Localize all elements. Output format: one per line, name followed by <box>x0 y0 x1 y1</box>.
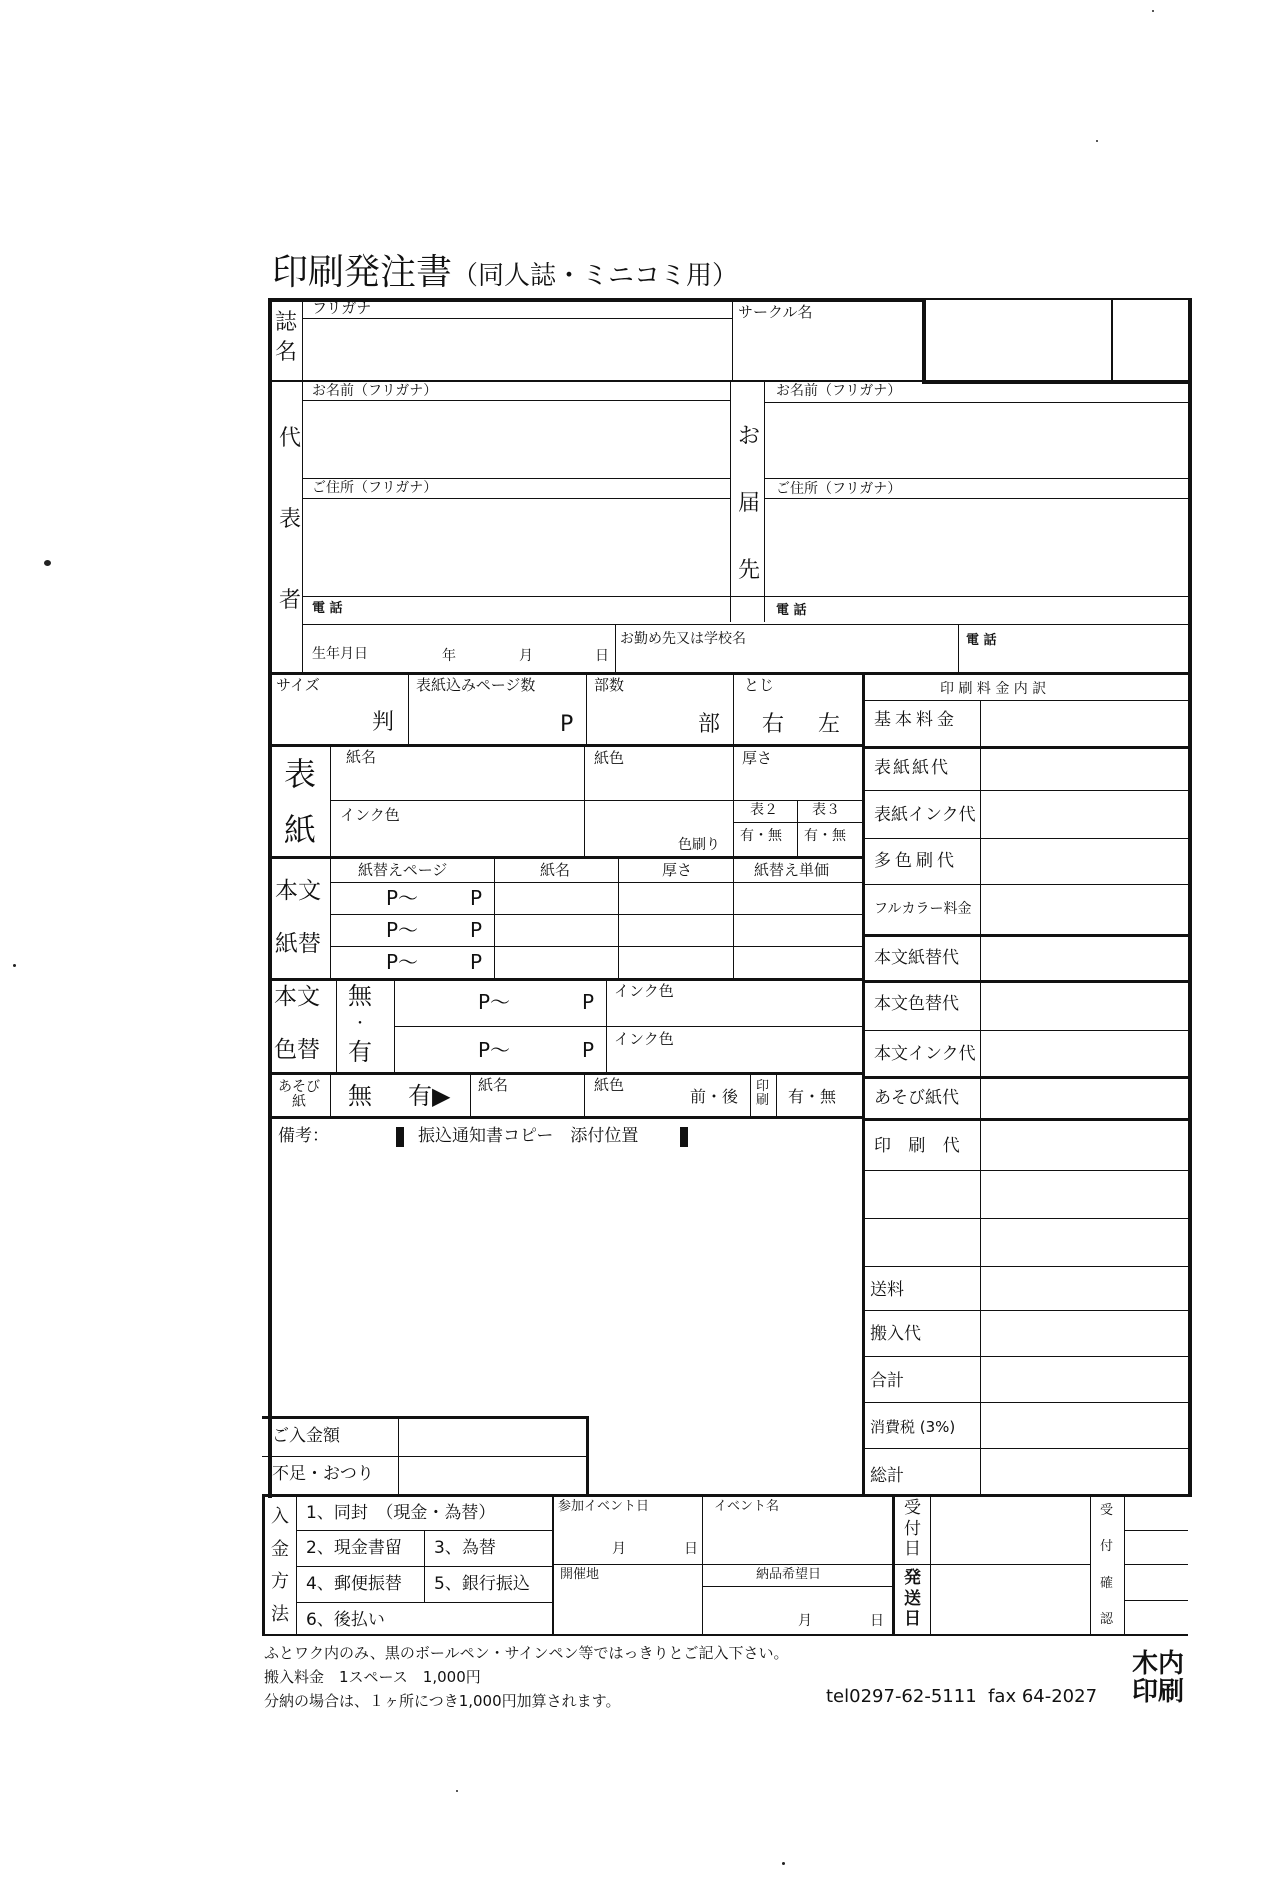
charge-cover-paper: 表紙紙代 <box>874 758 950 778</box>
bc-row1-ink: インク色 <box>614 982 674 1000</box>
cover-label: 表 紙 <box>284 755 317 849</box>
notes-area[interactable] <box>274 1152 858 1412</box>
bc-row2-ink: インク色 <box>614 1030 674 1048</box>
pages-unit: P <box>560 712 574 737</box>
otodoke-tel-label: 電 話 <box>776 603 807 618</box>
charge-body-ink: 本文インク代 <box>874 1044 976 1064</box>
pages-label: 表紙込みページ数 <box>416 676 536 694</box>
pay-opt-6[interactable]: 6、後払い <box>306 1610 385 1630</box>
charge-tax: 消費税 (3%) <box>870 1418 956 1436</box>
cover-hyo2: 表２ <box>750 802 778 818</box>
speck <box>1152 10 1154 12</box>
footer-contact: tel0297-62-5111 fax 64-2027 <box>826 1686 1098 1707</box>
daihyo-name-field[interactable] <box>305 402 727 476</box>
binding-label: とじ <box>744 676 775 694</box>
circle-name-field[interactable] <box>736 320 918 378</box>
zasshi-label: 誌 名 <box>275 310 298 365</box>
daihyo-address-label: ご住所（フリガナ） <box>312 480 438 496</box>
asobi-ari[interactable]: 有▶ <box>408 1082 451 1110</box>
birth-month: 月 <box>519 648 533 664</box>
daihyo-label: 代 表 者 <box>279 426 302 613</box>
notes-transfer: 振込通知書コピー 添付位置 <box>418 1126 639 1146</box>
charge-print: 印 刷 代 <box>874 1136 966 1156</box>
notes-label: 備考： <box>278 1126 329 1146</box>
binding-right[interactable]: 右 <box>762 712 785 737</box>
row3-p-from: P～ <box>386 950 419 974</box>
speck <box>782 1862 785 1865</box>
speck <box>13 964 16 967</box>
birth-label: 生年月日 <box>312 646 368 662</box>
pay-opt-3[interactable]: 3、為替 <box>434 1538 496 1558</box>
shortage-field[interactable] <box>402 1458 584 1494</box>
cover-hyo2-choice[interactable]: 有・無 <box>740 828 782 844</box>
page-title <box>272 252 739 293</box>
charge-fullcolor: フルカラー料金 <box>874 901 972 917</box>
cover-paper-name: 紙名 <box>346 748 377 766</box>
pay-opt-4[interactable]: 4、郵便振替 <box>306 1574 402 1594</box>
footer-bunno: 分納の場合は、１ヶ所につき1,000円加算されます。 <box>264 1692 621 1710</box>
hassou-date-label: 発 送 日 <box>904 1568 921 1629</box>
speck <box>456 1790 458 1792</box>
work-label: お勤め先又は学校名 <box>620 631 746 647</box>
row1-p-to: P <box>470 886 483 910</box>
otodoke-name-field[interactable] <box>767 404 1185 476</box>
body-paper-label: 本文 紙替 <box>275 878 321 957</box>
daihyo-name-label: お名前（フリガナ） <box>312 383 438 399</box>
title-sub: （同人誌・ミニコミ用） <box>452 261 739 291</box>
charge-asobi: あそび紙代 <box>874 1088 959 1108</box>
charge-multicolor: 多色刷代 <box>874 851 958 871</box>
furigana-field[interactable] <box>305 320 730 378</box>
asobi-insatsu: 印刷 <box>756 1079 770 1108</box>
event-day-label: 参加イベント日 <box>558 1499 650 1514</box>
furigana-label: フリガナ <box>312 299 372 317</box>
asobi-ari-nashi[interactable]: 有・無 <box>788 1087 837 1106</box>
charge-total: 総計 <box>870 1466 904 1486</box>
footer-instruction: ふとワク内のみ、黒のボールペン・サインペン等ではっきりとご記入下さい。 <box>264 1644 789 1662</box>
cover-hyo3-choice[interactable]: 有・無 <box>804 828 846 844</box>
birth-year: 年 <box>442 648 456 664</box>
delivery-month: 月 <box>798 1613 812 1629</box>
bc-row2-p-to: P <box>582 1038 595 1062</box>
otodoke-name-label: お名前（フリガナ） <box>776 383 902 399</box>
charges-header: 印 刷 料 金 内 訳 <box>940 681 1047 697</box>
copies-unit: 部 <box>698 712 721 737</box>
pay-opt-2[interactable]: 2、現金書留 <box>306 1538 402 1558</box>
title-main: 印刷発注書 <box>272 252 453 293</box>
body-color-choice[interactable]: 無 ・ 有 <box>348 982 372 1066</box>
daihyo-address-field[interactable] <box>305 500 727 594</box>
circle-name-label: サークル名 <box>738 303 813 321</box>
delivery-day: 日 <box>870 1613 884 1629</box>
size-unit: 判 <box>372 710 395 735</box>
body-color-label: 本文 色替 <box>274 984 320 1063</box>
size-label: サイズ <box>276 676 320 694</box>
payment-method-label: 入 金 方 法 <box>271 1506 289 1625</box>
asobi-label: あそび紙 <box>278 1079 320 1110</box>
charge-cover-ink: 表紙インク代 <box>874 805 976 825</box>
charge-body-paper: 本文紙替代 <box>874 948 959 968</box>
marker-right <box>680 1127 688 1147</box>
row1-p-from: P～ <box>386 886 419 910</box>
body-paper-col-thickness: 厚さ <box>662 861 693 879</box>
body-paper-col-pages: 紙替えページ <box>358 861 448 879</box>
shortage-label: 不足・おつり <box>272 1464 374 1484</box>
pay-opt-1[interactable]: 1、同封 （現金・為替） <box>306 1503 496 1523</box>
cover-paper-color: 紙色 <box>594 749 625 767</box>
bc-row1-p-to: P <box>582 990 595 1014</box>
otodoke-address-label: ご住所（フリガナ） <box>776 481 902 497</box>
cover-hyo3: 表３ <box>812 802 840 818</box>
footer-hannyu: 搬入料金 1スペース 1,000円 <box>264 1668 481 1686</box>
binding-left[interactable]: 左 <box>818 712 841 737</box>
charge-hannyu: 搬入代 <box>870 1324 921 1344</box>
copies-label: 部数 <box>594 676 625 694</box>
work-tel-label: 電 話 <box>966 633 997 648</box>
asobi-front-back[interactable]: 前・後 <box>690 1087 739 1106</box>
row3-p-to: P <box>470 950 483 974</box>
company-logo: 木内 印刷 <box>1131 1649 1184 1707</box>
bc-row1-p-from: P～ <box>478 990 511 1014</box>
body-paper-col-name: 紙名 <box>540 861 571 879</box>
birth-day: 日 <box>595 648 609 664</box>
speck <box>44 560 51 566</box>
amount-label: ご入金額 <box>272 1426 340 1446</box>
event-day: 日 <box>684 1541 698 1557</box>
pay-opt-5[interactable]: 5、銀行振込 <box>434 1574 530 1594</box>
row2-p-from: P～ <box>386 918 419 942</box>
event-month: 月 <box>612 1541 626 1557</box>
receipt-check-label: 受 付 確 認 <box>1100 1503 1114 1627</box>
marker-left <box>396 1127 404 1147</box>
event-name-label: イベント名 <box>714 1499 780 1514</box>
cover-irosuri: 色刷り <box>678 837 720 853</box>
bc-row2-p-from: P～ <box>478 1038 511 1062</box>
charge-subtotal: 合計 <box>870 1371 904 1391</box>
asobi-paper-name: 紙名 <box>478 1076 509 1094</box>
row2-p-to: P <box>470 918 483 942</box>
amount-field[interactable] <box>402 1420 584 1454</box>
asobi-paper-color: 紙色 <box>594 1076 625 1094</box>
charge-shipping: 送料 <box>870 1280 904 1300</box>
venue-label: 開催地 <box>560 1567 600 1582</box>
cover-ink: インク色 <box>340 806 400 824</box>
cover-thickness: 厚さ <box>742 749 773 767</box>
daihyo-tel-label: 電 話 <box>312 601 343 616</box>
uketsuke-date-label: 受 付 日 <box>904 1498 921 1559</box>
charge-basic: 基本料金 <box>874 710 958 730</box>
delivery-label: 納品希望日 <box>756 1567 822 1582</box>
otodoke-label: お 届 先 <box>738 424 761 583</box>
otodoke-address-field[interactable] <box>767 500 1185 594</box>
charge-body-color: 本文色替代 <box>874 994 959 1014</box>
body-paper-col-price: 紙替え単価 <box>754 861 830 879</box>
speck <box>1096 140 1098 142</box>
asobi-nashi[interactable]: 無 <box>348 1082 372 1110</box>
